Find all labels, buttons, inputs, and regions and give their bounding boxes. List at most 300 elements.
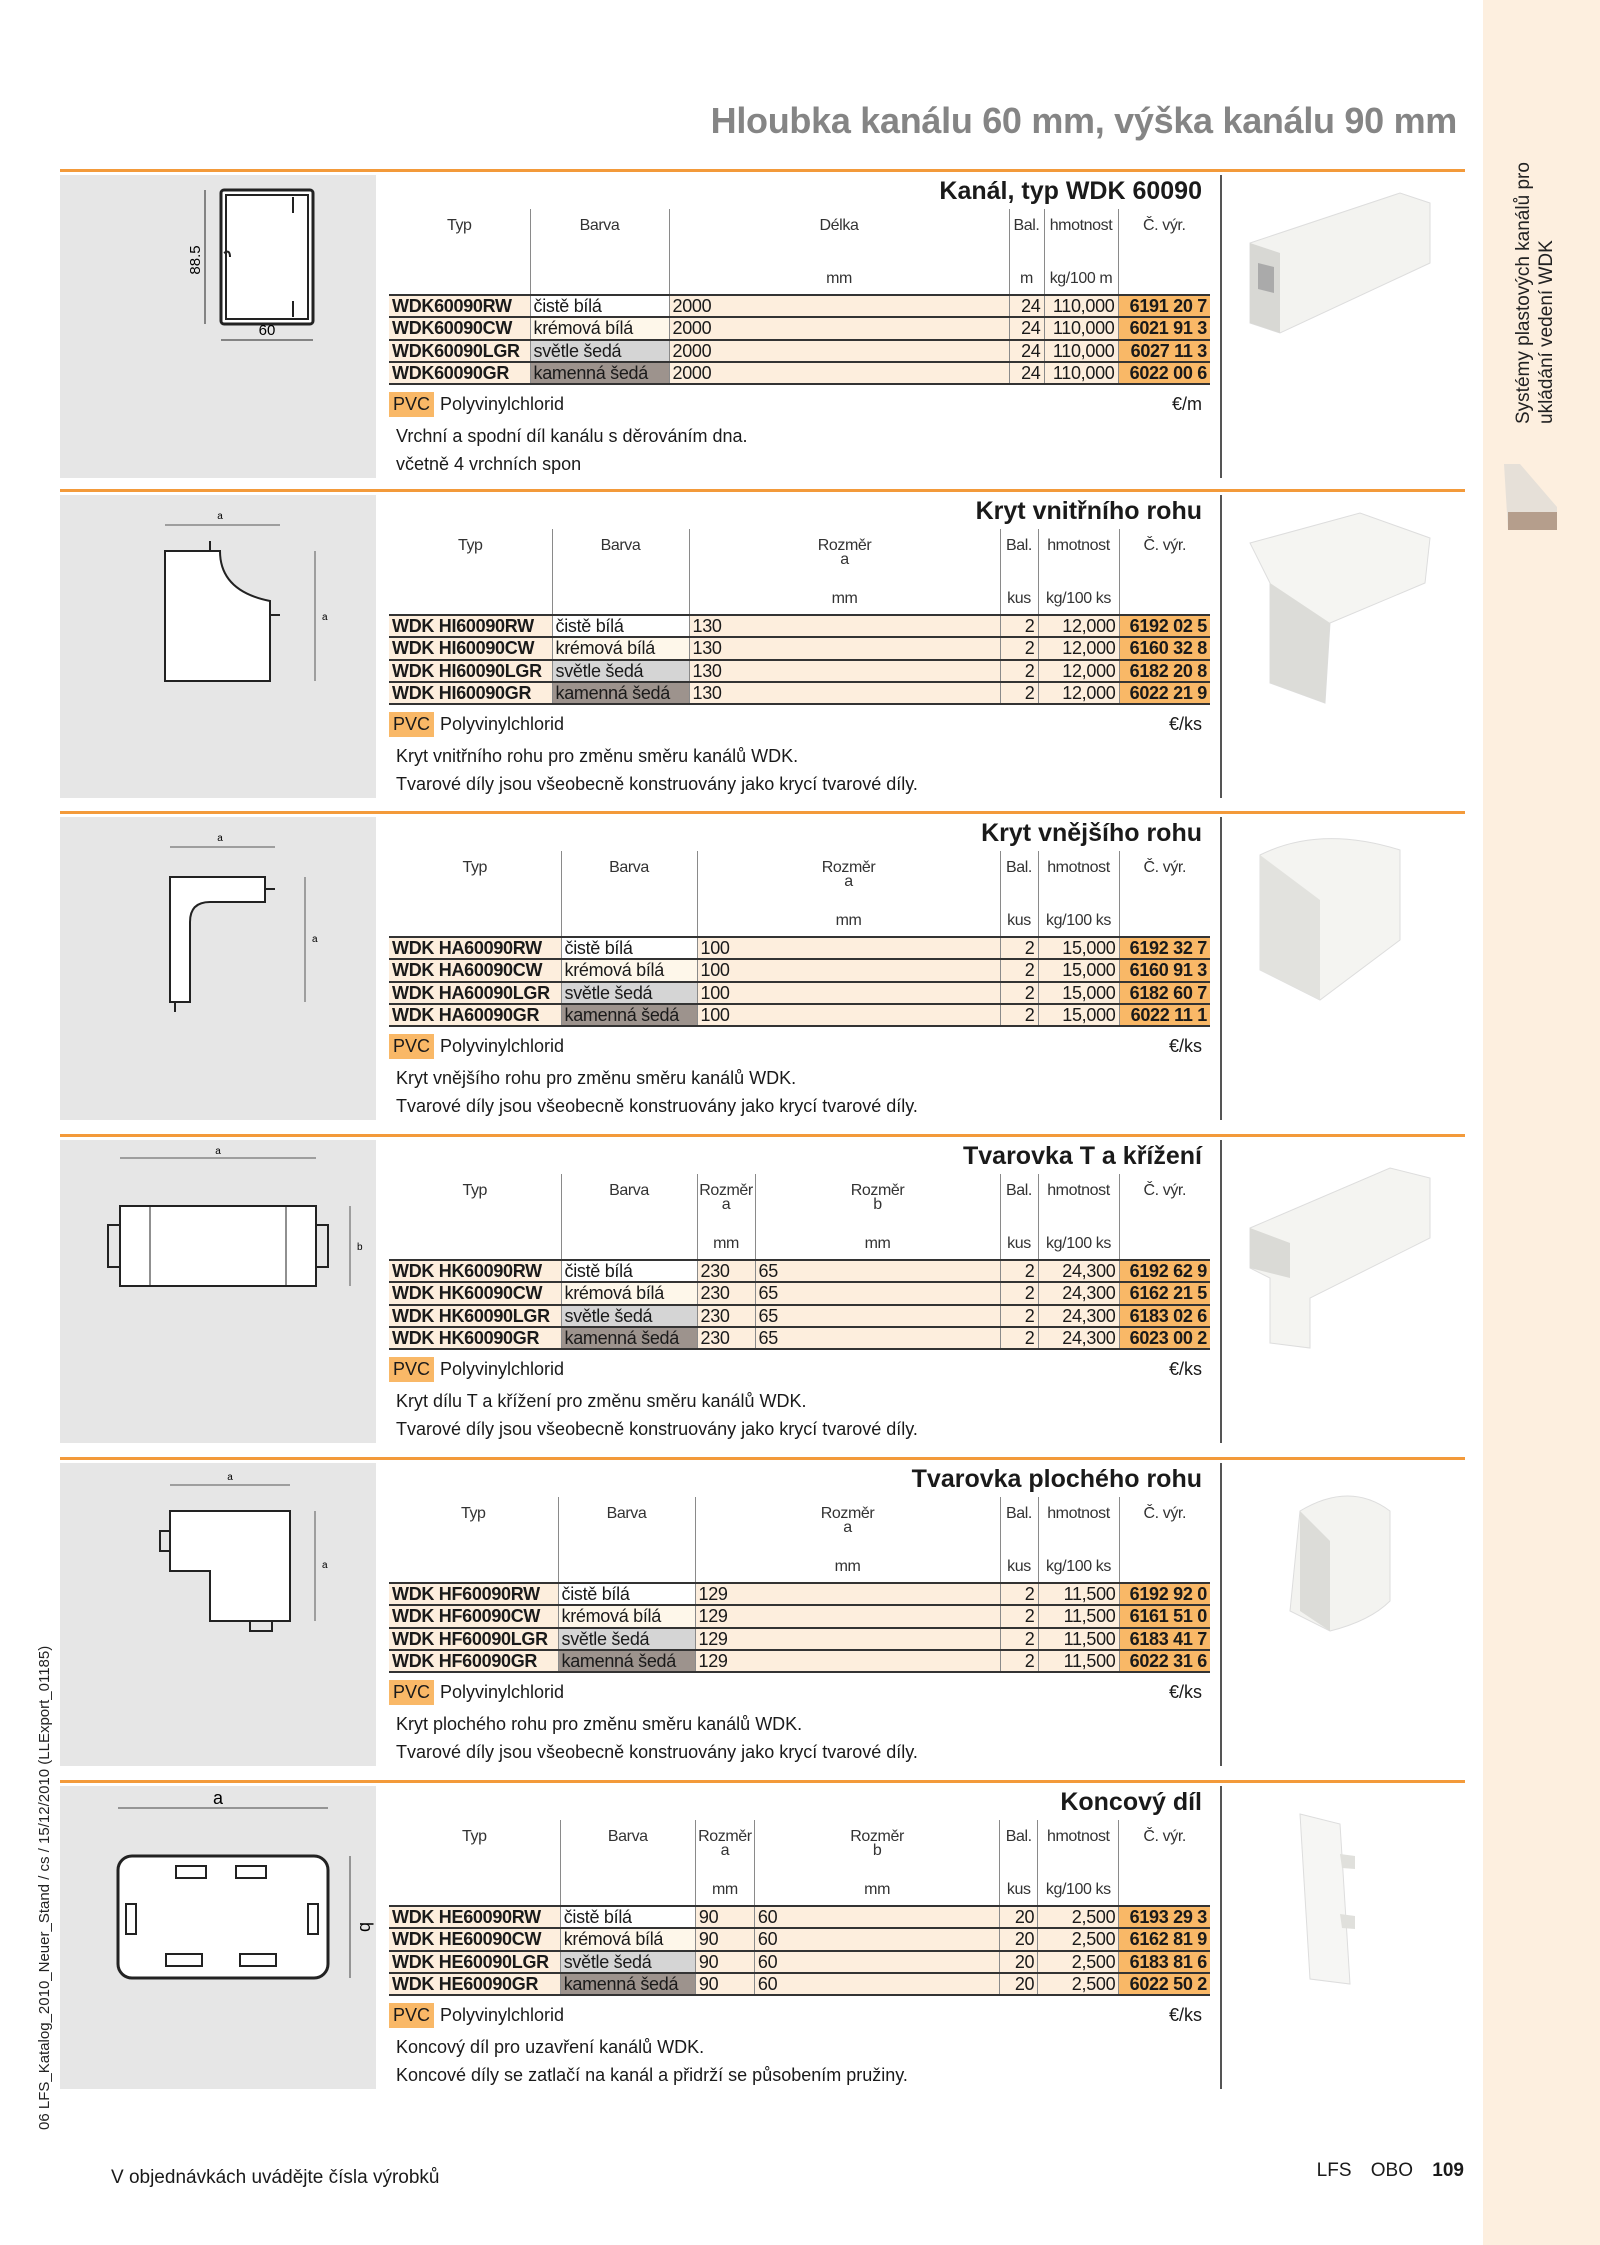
order-number: 6182 20 8: [1119, 660, 1210, 682]
color-name: krémová bílá: [530, 317, 669, 339]
weight: 2,500: [1038, 1951, 1119, 1973]
column-header-label: Rozměr: [698, 1828, 752, 1845]
product-table: [389, 1497, 1210, 1673]
product-type: WDK HE60090CW: [389, 1928, 560, 1950]
column-header-label: Rozměr: [817, 537, 872, 554]
material-name: Polyvinylchlorid: [440, 1358, 565, 1379]
price-unit: €/ks: [1168, 1035, 1202, 1056]
section-divider: [60, 1134, 1465, 1137]
column-header: [697, 1174, 755, 1260]
color-name: světle šedá: [558, 1628, 695, 1650]
column-divider: [1220, 175, 1222, 478]
product-type: WDK HA60090LGR: [389, 982, 561, 1004]
dimension-a-label: a: [212, 1788, 224, 1808]
sidebar-line-2: ukládání vedení WDK: [1536, 240, 1557, 424]
column-header-label: Bal.: [1005, 1828, 1032, 1845]
weight: 15,000: [1038, 1004, 1119, 1026]
dimension-a2-label: a: [322, 612, 328, 623]
weight: 110,000: [1044, 340, 1118, 362]
product-type: WDK HI60090RW: [389, 615, 552, 637]
section-title: Kryt vnějšího rohu: [981, 819, 1202, 847]
description-line: včetně 4 vrchních spon: [396, 454, 582, 474]
column-header-label: Rozměr: [820, 1505, 875, 1522]
color-name: kamenná šedá: [561, 1004, 697, 1026]
color-name: čistě bílá: [560, 1906, 695, 1928]
section-divider: [60, 169, 1465, 172]
column-unit: kus: [1007, 912, 1031, 929]
description-line: Tvarové díly jsou všeobecně konstruovány jako krycí tvarové díly.: [396, 1419, 918, 1439]
color-name: krémová bílá: [561, 1282, 697, 1304]
table-row: [389, 1628, 1210, 1650]
order-number: 6192 02 5: [1119, 615, 1210, 637]
column-header: [1000, 1820, 1038, 1906]
column-unit: mm: [831, 590, 858, 607]
description-line: Kryt vnějšího rohu pro změnu směru kanálů WDK.: [396, 1068, 797, 1088]
dimension-value: 2000: [669, 340, 1009, 362]
table-row: [389, 637, 1210, 659]
column-unit: mm: [834, 1558, 861, 1575]
table-header-row: [389, 1820, 1210, 1906]
column-unit: kg/100 ks: [1046, 912, 1111, 929]
dimension-width-label: 60: [258, 322, 276, 339]
material-badge: PVC: [389, 1357, 434, 1382]
product-type: WDK60090CW: [389, 317, 530, 339]
description-line: Tvarové díly jsou všeobecně konstruovány jako krycí tvarové díly.: [396, 774, 918, 794]
column-header: [561, 1174, 697, 1260]
column-header-label: a: [720, 1842, 730, 1859]
product-type: WDK HK60090CW: [389, 1282, 561, 1304]
channel-product-photo: [1230, 183, 1460, 393]
pack-quantity: 20: [1000, 1906, 1038, 1928]
dimension-value: 2000: [669, 295, 1009, 317]
column-header-label: Bal.: [1006, 1505, 1032, 1522]
color-name: světle šedá: [530, 340, 669, 362]
column-header: [389, 1820, 560, 1906]
table-row: [389, 1004, 1210, 1026]
column-header: [1000, 1174, 1038, 1260]
order-number: 6022 31 6: [1119, 1650, 1210, 1672]
column-header: [695, 1497, 1000, 1583]
dimension-value: 90: [695, 1951, 754, 1973]
weight: 11,500: [1038, 1605, 1119, 1627]
table-header-row: [389, 1497, 1210, 1583]
order-number: 6162 21 5: [1119, 1282, 1210, 1304]
weight: 110,000: [1044, 317, 1118, 339]
pack-quantity: 2: [1000, 1305, 1038, 1327]
order-number: 6192 32 7: [1119, 937, 1210, 959]
column-header-label: Č. výr.: [1143, 537, 1187, 554]
technical-drawing: [60, 175, 376, 478]
column-header: [1038, 529, 1119, 615]
product-type: WDK HA60090GR: [389, 1004, 561, 1026]
column-header: [1038, 1820, 1119, 1906]
material-row: [389, 1356, 1210, 1382]
column-header: [1000, 851, 1038, 937]
column-header: [1119, 529, 1210, 615]
table-row: [389, 1973, 1210, 1995]
column-header-label: hmotnost: [1047, 859, 1110, 876]
description-line: Tvarové díly jsou všeobecně konstruovány jako krycí tvarové díly.: [396, 1096, 918, 1116]
column-unit: mm: [864, 1881, 890, 1898]
description-line: Kryt vnitřního rohu pro změnu směru kanálů WDK.: [396, 746, 799, 766]
technical-drawing: [60, 817, 376, 1120]
column-header: [389, 1174, 561, 1260]
color-name: čistě bílá: [561, 1260, 697, 1282]
table-row: [389, 1928, 1210, 1950]
section-t-piece: [60, 1134, 1465, 1456]
section-divider: [60, 489, 1465, 492]
color-name: čistě bílá: [561, 937, 697, 959]
table-row: [389, 615, 1210, 637]
table-row: [389, 1605, 1210, 1627]
section-title: Tvarovka plochého rohu: [911, 1465, 1202, 1493]
product-type: WDK HF60090LGR: [389, 1628, 558, 1650]
column-header-label: Č. výr.: [1143, 1505, 1187, 1522]
column-header-label: b: [872, 1842, 882, 1859]
material-row: [389, 1679, 1210, 1705]
order-number: 6022 00 6: [1118, 362, 1210, 384]
weight: 2,500: [1038, 1906, 1119, 1928]
column-header: [1000, 1497, 1038, 1583]
column-header-label: Barva: [609, 1182, 649, 1199]
technical-drawing: [60, 1463, 376, 1766]
column-header-label: hmotnost: [1047, 537, 1110, 554]
sidebar-line-1: Systémy plastových kanálů pro: [1513, 162, 1534, 424]
weight: 11,500: [1038, 1583, 1119, 1605]
pack-quantity: 2: [1000, 1583, 1038, 1605]
color-name: krémová bílá: [552, 637, 689, 659]
pack-quantity: 2: [1000, 1004, 1038, 1026]
dimension-height-label: 88.5: [187, 245, 204, 275]
order-number: 6182 60 7: [1119, 982, 1210, 1004]
channel-drawing: [60, 175, 376, 478]
column-header-label: Rozměr: [699, 1182, 753, 1199]
dimension-b-label: b: [356, 1922, 376, 1933]
column-header-label: Č. výr.: [1143, 859, 1187, 876]
product-type: WDK HA60090RW: [389, 937, 561, 959]
table-header-row: [389, 209, 1210, 295]
dimension-value: 60: [754, 1973, 999, 1995]
t-piece-product-photo: [1230, 1148, 1460, 1358]
column-header-label: hmotnost: [1047, 1505, 1110, 1522]
flat-corner-drawing: [60, 1463, 376, 1766]
dimension-value: 230: [697, 1305, 755, 1327]
column-header: [1038, 851, 1119, 937]
column-divider: [1220, 1140, 1222, 1443]
dimension-value: 129: [695, 1583, 1000, 1605]
description-line: Tvarové díly jsou všeobecně konstruovány jako krycí tvarové díly.: [396, 1742, 918, 1762]
dimension-value: 100: [697, 937, 1000, 959]
column-unit: mm: [864, 1235, 891, 1252]
dimension-a-label: a: [217, 511, 223, 522]
weight: 12,000: [1038, 615, 1119, 637]
column-header-label: Č. výr.: [1142, 217, 1186, 234]
order-number: 6191 20 7: [1118, 295, 1210, 317]
color-name: světle šedá: [560, 1951, 695, 1973]
pack-quantity: 2: [1000, 1650, 1038, 1672]
dimension-value: 2000: [669, 317, 1009, 339]
weight: 15,000: [1038, 959, 1119, 981]
pack-quantity: 24: [1009, 317, 1044, 339]
column-header: [1044, 209, 1118, 295]
price-unit: €/ks: [1168, 2004, 1202, 2025]
column-header-label: Rozměr: [850, 1828, 904, 1845]
t-piece-drawing: [60, 1140, 376, 1443]
table-row: [389, 1327, 1210, 1349]
pack-quantity: 2: [1000, 637, 1038, 659]
section-title: Koncový díl: [1060, 1788, 1202, 1816]
color-name: kamenná šedá: [558, 1650, 695, 1672]
color-name: kamenná šedá: [552, 682, 689, 704]
description-line: Koncové díly se zatlačí na kanál a přidrží se působením pružiny.: [396, 2065, 908, 2085]
order-number: 6022 21 9: [1119, 682, 1210, 704]
table-row: [389, 1260, 1210, 1282]
column-header-label: Barva: [606, 1505, 647, 1522]
material-row: [389, 1033, 1210, 1059]
dimension-value: 129: [695, 1628, 1000, 1650]
column-unit: kg/100 m: [1049, 270, 1113, 287]
weight: 12,000: [1038, 660, 1119, 682]
product-type: WDK HF60090GR: [389, 1650, 558, 1672]
material-badge: PVC: [389, 1680, 434, 1705]
table-row: [389, 660, 1210, 682]
product-type: WDK HI60090GR: [389, 682, 552, 704]
weight: 12,000: [1038, 682, 1119, 704]
order-number: 6021 91 3: [1118, 317, 1210, 339]
product-table: [389, 1174, 1210, 1350]
column-header-label: hmotnost: [1047, 1182, 1110, 1199]
column-header-label: a: [844, 873, 853, 890]
column-header: [669, 209, 1009, 295]
column-header: [389, 851, 561, 937]
dimension-value: 60: [754, 1951, 999, 1973]
pack-quantity: 2: [1000, 660, 1038, 682]
column-header-label: Typ: [462, 1828, 487, 1845]
dimension-value: 100: [697, 959, 1000, 981]
column-divider: [1220, 495, 1222, 798]
column-header-label: Typ: [446, 217, 472, 234]
dimension-value: 65: [755, 1282, 1000, 1304]
material-row: [389, 711, 1210, 737]
order-number: 6183 02 6: [1119, 1305, 1210, 1327]
column-header-label: Typ: [462, 859, 488, 876]
column-header: [1119, 851, 1210, 937]
order-number: 6023 00 2: [1119, 1327, 1210, 1349]
table-row: [389, 1951, 1210, 1973]
column-unit: mm: [711, 1881, 738, 1898]
footer-brand-obo: OBO: [1370, 2160, 1414, 2181]
dimension-value: 129: [695, 1650, 1000, 1672]
pack-quantity: 2: [1000, 1605, 1038, 1627]
column-header-label: hmotnost: [1049, 217, 1113, 234]
price-unit: €/ks: [1168, 1358, 1202, 1379]
order-number: 6192 92 0: [1119, 1583, 1210, 1605]
table-header-row: [389, 529, 1210, 615]
column-header-label: Rozměr: [821, 859, 876, 876]
column-header: [1119, 1174, 1210, 1260]
dimension-value: 60: [754, 1906, 999, 1928]
order-number: 6022 50 2: [1119, 1973, 1210, 1995]
column-header-label: a: [843, 1519, 852, 1536]
material-row: [389, 391, 1210, 417]
column-header-label: Barva: [600, 537, 641, 554]
section-title: Kryt vnitřního rohu: [975, 497, 1202, 525]
pack-quantity: 24: [1009, 295, 1044, 317]
product-type: WDK HF60090CW: [389, 1605, 558, 1627]
dimension-value: 130: [689, 637, 1000, 659]
order-number: 6193 29 3: [1119, 1906, 1210, 1928]
column-header-label: Č. výr.: [1143, 1828, 1186, 1845]
weight: 11,500: [1038, 1650, 1119, 1672]
dimension-a-label: a: [227, 1472, 233, 1483]
product-type: WDK HA60090CW: [389, 959, 561, 981]
pack-quantity: 24: [1009, 340, 1044, 362]
product-type: WDK60090GR: [389, 362, 530, 384]
column-header-label: Bal.: [1006, 537, 1032, 554]
order-number: 6022 11 1: [1119, 1004, 1210, 1026]
dimension-a-label: a: [215, 1146, 221, 1157]
column-header: [755, 1174, 1000, 1260]
column-header: [695, 1820, 754, 1906]
column-unit: kg/100 ks: [1045, 1881, 1111, 1898]
color-name: světle šedá: [561, 1305, 697, 1327]
section-title: Tvarovka T a křížení: [962, 1142, 1202, 1170]
product-type: WDK HK60090LGR: [389, 1305, 561, 1327]
column-header: [1038, 1174, 1119, 1260]
dimension-value: 230: [697, 1260, 755, 1282]
column-header: [1119, 1497, 1210, 1583]
column-header: [1038, 1497, 1119, 1583]
weight: 15,000: [1038, 937, 1119, 959]
dimension-value: 65: [755, 1327, 1000, 1349]
column-header: [530, 209, 669, 295]
column-unit: kus: [1007, 1558, 1031, 1575]
footer-note: V objednávkách uvádějte čísla výrobků: [111, 2167, 440, 2188]
product-type: WDK HE60090LGR: [389, 1951, 560, 1973]
column-header: [1118, 209, 1210, 295]
column-unit: m: [1020, 270, 1033, 287]
sidebar-category-label: [1512, 124, 1558, 424]
column-header-label: Typ: [462, 1182, 488, 1199]
material-name: Polyvinylchlorid: [440, 393, 565, 414]
product-type: WDK60090RW: [389, 295, 530, 317]
weight: 110,000: [1044, 295, 1118, 317]
dimension-value: 2000: [669, 362, 1009, 384]
technical-drawing: [60, 1786, 376, 2089]
dimension-value: 130: [689, 615, 1000, 637]
column-header: [1009, 209, 1044, 295]
dimension-value: 100: [697, 1004, 1000, 1026]
column-header: [560, 1820, 695, 1906]
column-unit: mm: [835, 912, 862, 929]
product-type: WDK HI60090CW: [389, 637, 552, 659]
table-row: [389, 295, 1210, 317]
column-header-label: Bal.: [1013, 217, 1040, 234]
table-row: [389, 1650, 1210, 1672]
material-name: Polyvinylchlorid: [440, 1035, 565, 1056]
dimension-value: 230: [697, 1282, 755, 1304]
color-name: světle šedá: [552, 660, 689, 682]
column-header: [389, 1497, 558, 1583]
column-divider: [1220, 817, 1222, 1120]
order-number: 6192 62 9: [1119, 1260, 1210, 1282]
color-name: čistě bílá: [558, 1583, 695, 1605]
section-inner-corner: [60, 489, 1465, 811]
pack-quantity: 2: [1000, 959, 1038, 981]
pack-quantity: 2: [1000, 682, 1038, 704]
dimension-value: 230: [697, 1327, 755, 1349]
material-badge: PVC: [389, 2003, 434, 2028]
column-header: [561, 851, 697, 937]
order-number: 6183 41 7: [1119, 1628, 1210, 1650]
column-header: [558, 1497, 695, 1583]
column-header: [552, 529, 689, 615]
channel-thumbnail-icon: [1502, 462, 1562, 532]
order-number: 6160 91 3: [1119, 959, 1210, 981]
column-header-label: Délka: [819, 217, 859, 234]
dimension-value: 90: [695, 1973, 754, 1995]
order-number: 6162 81 9: [1119, 1928, 1210, 1950]
column-divider: [1220, 1463, 1222, 1766]
column-unit: kg/100 ks: [1046, 1235, 1111, 1252]
color-name: krémová bílá: [560, 1928, 695, 1950]
section-outer-corner: [60, 811, 1465, 1133]
column-header-label: Barva: [607, 1828, 648, 1845]
catalog-meta-text: 06 LFS_Katalog_2010_Neuer_Stand / cs / 15/12/2010 (LLExport_01185): [36, 1645, 53, 2130]
weight: 15,000: [1038, 982, 1119, 1004]
dimension-value: 60: [754, 1928, 999, 1950]
column-unit: kus: [1006, 1881, 1031, 1898]
pack-quantity: 2: [1000, 615, 1038, 637]
column-header-label: hmotnost: [1046, 1828, 1110, 1845]
material-badge: PVC: [389, 712, 434, 737]
description-line: Kryt plochého rohu pro změnu směru kanálů WDK.: [396, 1714, 803, 1734]
order-number: 6161 51 0: [1119, 1605, 1210, 1627]
product-type: WDK HK60090RW: [389, 1260, 561, 1282]
inner-corner-drawing: [60, 495, 376, 798]
weight: 2,500: [1038, 1928, 1119, 1950]
pack-quantity: 2: [1000, 1282, 1038, 1304]
end-cap-product-photo: [1230, 1794, 1460, 2004]
column-header: [389, 529, 552, 615]
column-header: [389, 209, 530, 295]
outer-corner-product-photo: [1230, 825, 1460, 1035]
weight: 24,300: [1038, 1260, 1119, 1282]
product-type: WDK HK60090GR: [389, 1327, 561, 1349]
table-header-row: [389, 851, 1210, 937]
table-row: [389, 317, 1210, 339]
column-header: [1119, 1820, 1210, 1906]
table-header-row: [389, 1174, 1210, 1260]
material-badge: PVC: [389, 392, 434, 417]
price-unit: €/ks: [1168, 1681, 1202, 1702]
color-name: čistě bílá: [552, 615, 689, 637]
inner-corner-product-photo: [1230, 503, 1460, 713]
column-header-label: a: [721, 1196, 731, 1213]
section-divider: [60, 1780, 1465, 1783]
column-header-label: Typ: [460, 1505, 486, 1522]
order-number: 6027 11 3: [1118, 340, 1210, 362]
weight: 2,500: [1038, 1973, 1119, 1995]
footer-brand: [1317, 2160, 1464, 2182]
dimension-value: 65: [755, 1260, 1000, 1282]
column-header-label: Bal.: [1006, 859, 1032, 876]
material-badge: PVC: [389, 1034, 434, 1059]
material-name: Polyvinylchlorid: [440, 713, 565, 734]
product-type: WDK HF60090RW: [389, 1583, 558, 1605]
column-unit: mm: [826, 270, 852, 287]
product-table: [389, 529, 1210, 705]
